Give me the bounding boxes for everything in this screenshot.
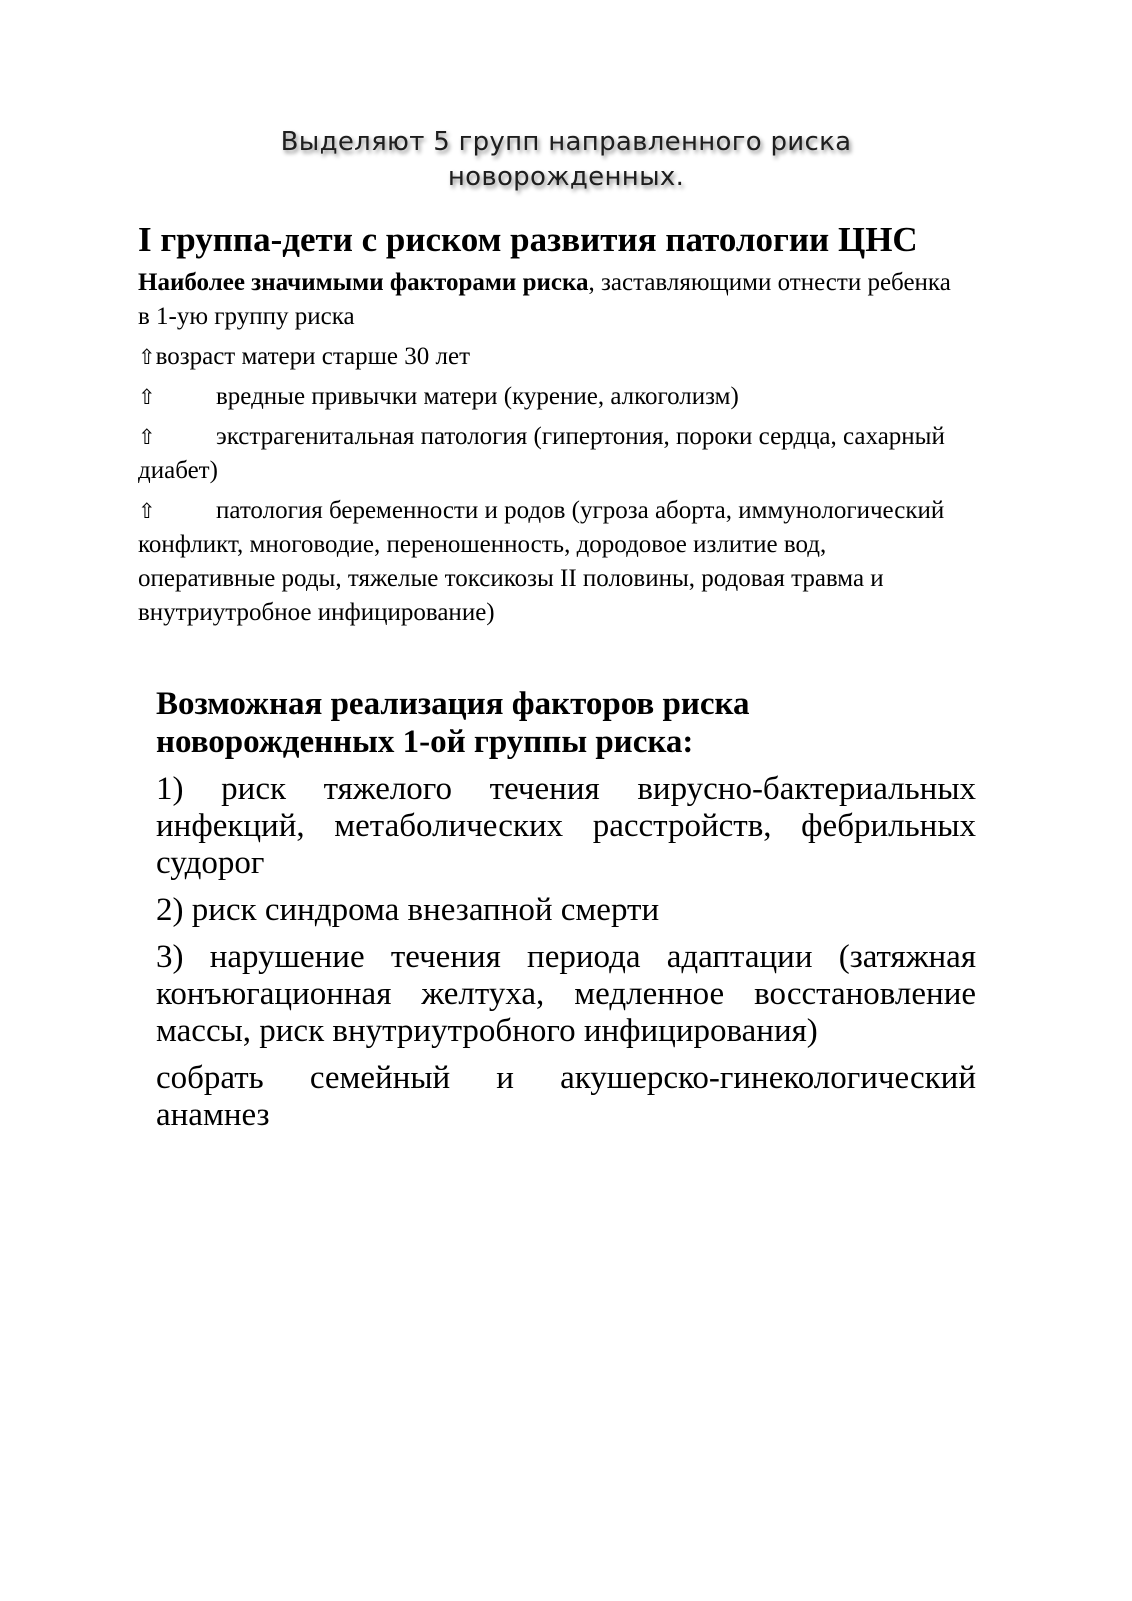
up-arrow-icon: ⇧ xyxy=(138,385,156,409)
risk-factor-item xyxy=(138,380,968,414)
risk-factor-item xyxy=(138,340,968,374)
page-title-line-2: новорожденных. xyxy=(447,162,685,192)
risk-factor-item xyxy=(138,420,968,488)
risk-factors-intro-text: , заставляющими отнести ребенка в 1-ую группу риска xyxy=(138,269,951,330)
page-title xyxy=(180,125,952,195)
risk-factor-text: вредные привычки матери (курение, алкоголизм) xyxy=(216,383,739,410)
risk-factor-text: возраст матери старше 30 лет xyxy=(155,343,471,370)
realization-item: 1) риск тяжелого течения вирусно-бактериальных инфекций, метаболических расстройств, фебрильных судорог xyxy=(156,771,976,881)
realization-item: собрать семейный и акушерско-гинекологический анамнез xyxy=(156,1060,976,1133)
realization-section xyxy=(156,685,976,1144)
risk-factors-intro xyxy=(138,266,968,334)
group-1-section xyxy=(138,218,968,636)
realization-heading-line-1: Возможная реализация факторов риска xyxy=(156,686,750,722)
risk-factor-item xyxy=(138,494,968,630)
up-arrow-icon: ⇧ xyxy=(138,499,156,523)
page-title-line-1: Выделяют 5 групп направленного риска xyxy=(280,127,852,157)
realization-item: 3) нарушение течения периода адаптации (затяжная конъюгационная желтуха, медленное восстановление массы, риск внутриутробного инфицирования) xyxy=(156,939,976,1049)
risk-factor-text: экстрагенитальная патология (гипертония, пороки сердца, сахарный диабет) xyxy=(138,423,945,484)
realization-heading xyxy=(156,685,976,761)
up-arrow-icon: ⇧ xyxy=(138,345,156,369)
risk-factor-text: патология беременности и родов (угроза аборта, иммунологический конфликт, многоводие, переношенность, дородовое излитие вод, оперативные роды, тяжелые токсикозы II половины, родовая травма и внутриутробное инфицирование) xyxy=(138,497,945,626)
group-1-heading: I группа-дети с риском развития патологии ЦНС xyxy=(138,220,918,259)
risk-factors-intro-bold: Наиболее значимыми факторами риска xyxy=(138,269,589,296)
realization-item: 2) риск синдрома внезапной смерти xyxy=(156,892,660,928)
realization-heading-line-2: новорожденных 1-ой группы риска: xyxy=(156,724,694,760)
up-arrow-icon: ⇧ xyxy=(138,425,156,449)
